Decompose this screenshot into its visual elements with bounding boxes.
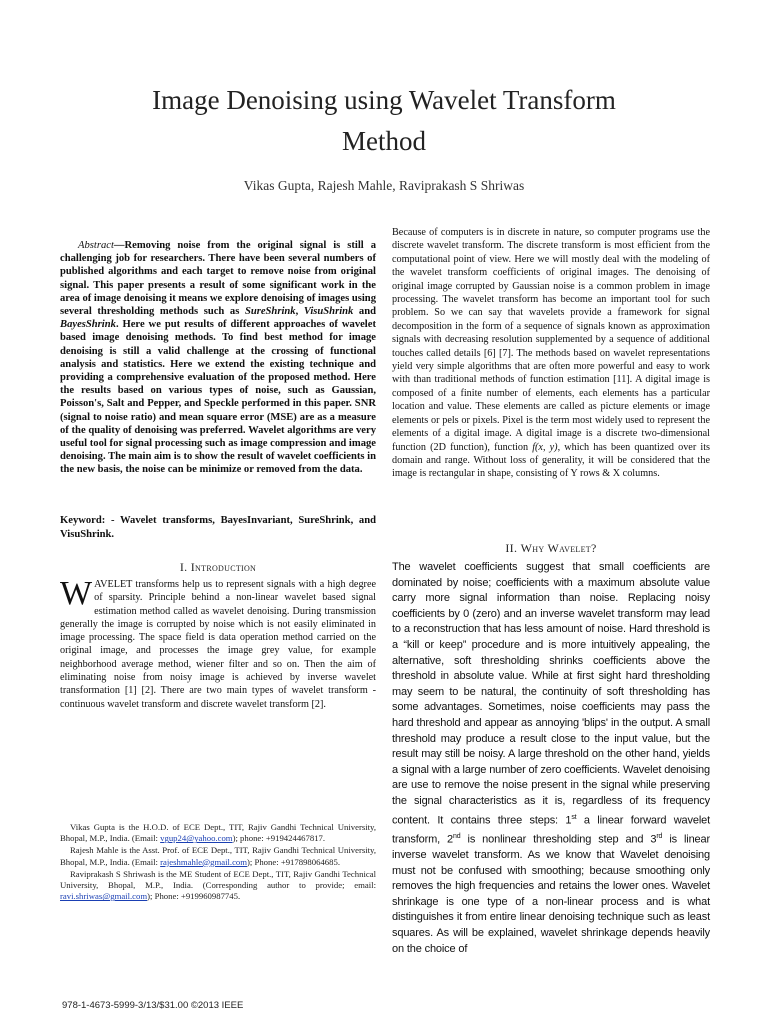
right-text-a: Because of computers is in discrete in nature, so computer programs use the discrete wavelet transform. The discrete transform is most efficient from the computational point of view. Here we will mostly deal with the modeling of the wavelet transform coefficients of original images. The denoising of original image corrupted by Gaussian noise is a common problem in image processing. The wavelet transform has become an important tool for such problem. So we can say that wavelets provide a framework for signal decomposition in the form of a sequence of signals known as approximation signals with decreasing resolution supplemented by a sequence of additional touches called details [6] [7]. The methods based on wavelet representations yield very simple algorithms that are often more powerful and easy to work with than traditional methods of function estimation [11]. A digital image is composed of a finite number of elements, each elements has a particular location and value. These elements are called as picture elements or image elements or pels or pixels. Pixel is the term most widely used to represent the elements of a digital image. A digital image is a discrete two-dimensional function (2D function), function [392,227,710,453]
why-text-d: is linear inverse wavelet transform. As we know that Wavelet denoising must not be confused with smoothing; because smoothing only removes the high frequencies and retains the lower ones. Wavelet shrinkage is one type of a non-linear process and is what distinguishes it from entire linear denoising technique such as least squares. As will be explained, wavelet shrinkage depends heavily on the choice of [392,833,710,955]
footnote-1-text: Vikas Gupta is the H.O.D. of ECE Dept., TIT, Rajiv Gandhi Technical University, Bhopal, M.P., India. (Email: [60,822,376,844]
footnote-2 [60,845,376,867]
abstract-text-2: . Here we put results of different approaches of wavelet based image denoising methods. To find best method for image denoising is still a valid challenge at the crossing of functional analysis and statistics. Here we extend the existing technique and providing a comprehensive evaluation of the proposed method. Here the results based on various types of noise, such as Gaussian, Poisson's, Salt and Pepper, and Speckle performed in this paper. SNR (signal to noise ratio) and mean square error (MSE) are as a measure of the quality of denoising was preferred. Wavelet algorithms are very useful tool for signal processing such as image compression and image denoising. The main aim is to show the result of wavelet coefficients in the new basis, the noise can be minimize or removed from the data. [60,319,376,476]
section-2-heading [392,541,710,556]
why-wavelet-paragraph [392,560,710,957]
paper-title [60,80,708,162]
method-sureshrink: SureShrink [244,306,296,318]
keywords: Keyword: - Wavelet transforms, BayesInvariant, SureShrink, and VisuShrink. [60,515,376,540]
abstract-text-1: Removing noise from the original signal is still a challenging job for researchers. There have been several numbers of published algorithms and each target to remove noise from original signal. This paper presents a result of some significant work in the area of image denoising it means we explore denoising of images using several thresholding methods such as [60,240,376,318]
footnote-1-tail: ); phone: +919424467817. [232,833,326,844]
introduction-paragraph [60,575,376,711]
email-link-3[interactable]: ravi.shriwas@gmail.com [60,891,148,902]
section-1-number: I. [179,560,188,574]
section-1-heading [60,560,376,575]
right-column-paragraph [392,226,710,481]
abstract-label: Abstract [78,240,114,251]
email-link-2[interactable]: rajeshmahle@gmail.com [160,856,248,867]
right-text-b: , which has been quantized over its domain and range. Without loss of generality, it will be considered that the image is rectangular in shape, consisting of Y rows & X columns. [392,441,710,480]
sup-nd: nd [453,832,461,840]
footnote-1 [60,822,376,844]
sup-rd: rd [656,832,663,840]
method-visushrink: VisuShrink [303,306,354,318]
drop-cap: W [60,575,93,612]
email-link-1[interactable]: vgup24@yahoo.com [160,833,233,844]
why-text-c: is nonlinear thresholding step and 3 [460,833,657,846]
section-1-title: Introduction [190,560,257,574]
abstract-block [60,239,376,477]
paper-title-line1: Image Denoising using Wavelet Transform [152,85,616,115]
why-text-b: a linear forward wavelet transform, 2 [392,814,710,846]
author-footnotes [60,822,376,903]
footnote-3-text: Raviprakash S Shriwash is the ME Student of ECE Dept., TIT, Rajiv Gandhi Technical University, Bhopal, M.P., India. (Corresponding author to provide; email: [60,868,376,891]
footnote-2-text: Rajesh Mahle is the Asst. Prof. of ECE Dept., TIT, Rajiv Gandhi Technical University, Bhopal, M.P., India. (Email: [60,845,376,867]
footnote-3 [60,869,376,903]
why-text-a: The wavelet coefficients suggest that small coefficients are dominated by noise; coefficients with a maximum absolute value carry more signal information than noise. Replacing noisy coefficients by 0 (zero) and an inverse wavelet transform may lead to a reconstruction that has less amount of noise. Hard threshold is a “kill or keep” procedure and is more intuitively appealing, the alternative, soft thresholding shrinks coefficients above the threshold in absolute value. While at first sight hard thresholding may seem to be natural, the continuity of soft thresholding has some advantages. Sometimes, noise coefficients may pass the hard threshold and appear as annoying 'blips' in the output. A small threshold may produce a result close to the input value, but the result may still be noisy. A large threshold on the other hand, yields a signal with a large number of zero coefficients. Wavelet denoising are use to remove the noise present in the signal while preserving the signal characteristics as it is, regardless of its frequency content. It contains three steps: 1 [392,561,710,827]
footnote-2-tail: ); Phone: +917898064685. [247,856,341,867]
method-bayesshrink: BayesShrink [60,319,116,331]
abstract-sep-1: , [295,306,304,318]
paper-authors: Vikas Gupta, Rajesh Mahle, Raviprakash S Shriwas [243,178,525,193]
section-2-number: II. [505,541,518,555]
abstract-sep-2: and [353,306,377,318]
sup-st: st [571,813,577,821]
function-notation: f(x, y) [532,441,558,453]
paper-title-line2: Method [342,126,426,156]
footnote-3-tail: ); Phone: +919960987745. [147,891,241,902]
abstract-dash: — [113,240,125,251]
introduction-text: AVELET transforms help us to represent signals with a high degree of sparsity. Principle behind a non-linear wavelet based signal estimation method called as wavelet denoising. During transmission generally the image is corrupted by noise which is not easily eliminated in image processing. The space field is data operation method carried on the original image, and processes the image grey value, for example neighborhood average method, wiener filter and so on. Then the aim of eliminating noise from noisy image is achieved by inverse wavelet transformation [1] [2]. There are two main types of wavelet transform - continuous wavelet transform and discrete wavelet transform [2]. [60,579,376,710]
section-2-title: Why Wavelet? [520,541,597,555]
copyright-notice: 978-1-4673-5999-3/13/$31.00 ©2013 IEEE [62,1000,244,1011]
